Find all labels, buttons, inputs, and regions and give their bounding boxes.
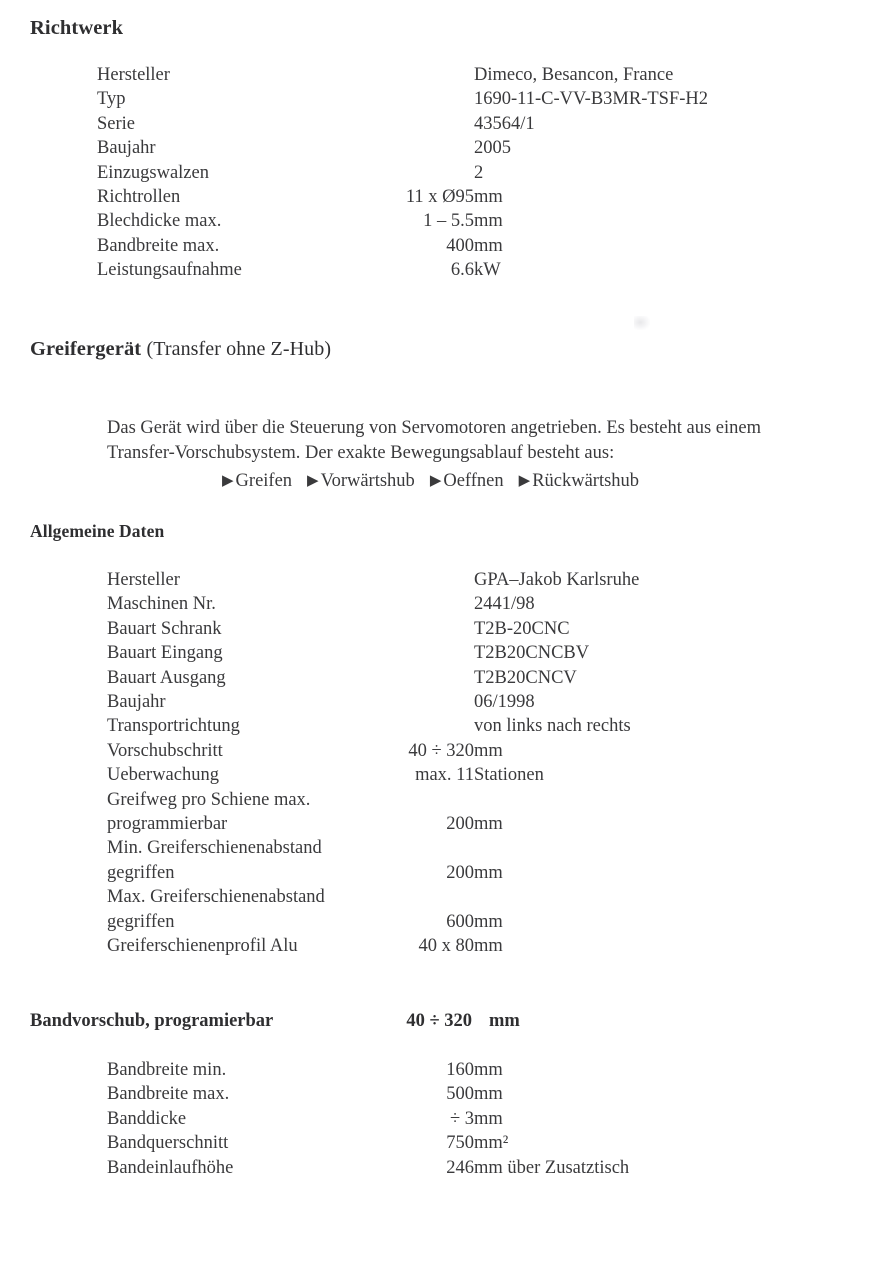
spec-row-value bbox=[384, 690, 474, 714]
spec-row-value bbox=[384, 161, 474, 185]
spec-row bbox=[107, 739, 639, 763]
spec-row bbox=[107, 885, 639, 909]
motion-sequence-step bbox=[519, 471, 639, 491]
spec-row-unit: 43564/1 bbox=[474, 113, 535, 134]
motion-sequence-step bbox=[222, 471, 292, 491]
play-triangle-icon: ▶ bbox=[222, 473, 234, 489]
spec-row-value bbox=[384, 666, 474, 690]
spec-row bbox=[97, 161, 708, 185]
spec-row bbox=[107, 788, 639, 812]
motion-sequence-step-label: Greifen bbox=[235, 471, 293, 491]
spec-row-value bbox=[384, 592, 474, 616]
spec-row-unit: T2B20CNCV bbox=[474, 667, 577, 688]
bandvorschub-heading-value: 40 ÷ 320 bbox=[406, 1011, 472, 1031]
scan-artifact bbox=[634, 316, 650, 330]
spec-row bbox=[107, 617, 639, 641]
spec-row-unit: mm² bbox=[474, 1133, 509, 1154]
spec-row-value bbox=[384, 136, 474, 160]
spec-row-label: Bauart Ausgang bbox=[107, 667, 226, 688]
spec-row-unit: mm bbox=[474, 187, 503, 208]
spec-row bbox=[107, 714, 639, 738]
spec-row bbox=[97, 234, 708, 258]
spec-row-label: Greifweg pro Schiene max. bbox=[107, 789, 311, 810]
spec-row bbox=[107, 1156, 629, 1180]
spec-row-unit: T2B20CNCBV bbox=[474, 643, 590, 664]
spec-table-richtwerk bbox=[97, 63, 708, 283]
spec-table-allgemeine-daten-body bbox=[107, 568, 639, 959]
spec-row-value bbox=[384, 714, 474, 738]
play-triangle-icon: ▶ bbox=[518, 473, 531, 489]
spec-row-value bbox=[384, 568, 474, 592]
spec-row-label: Bandeinlaufhöhe bbox=[107, 1157, 234, 1178]
spec-row bbox=[107, 1107, 629, 1131]
section-heading-richtwerk: Richtwerk bbox=[30, 17, 124, 39]
spec-row bbox=[107, 641, 639, 665]
spec-row-label: Einzugswalzen bbox=[97, 162, 209, 183]
spec-row-label: Bandbreite max. bbox=[97, 235, 220, 256]
motion-sequence-step bbox=[430, 471, 504, 491]
spec-row-value: ÷ 3 bbox=[449, 1108, 474, 1129]
spec-row bbox=[97, 87, 708, 111]
greifergeraet-description-line-1: Das Gerät wird über die Steuerung von Servomotoren angetrieben. Es besteht aus einem bbox=[107, 417, 761, 438]
spec-table-bandvorschub bbox=[107, 1058, 629, 1180]
spec-row-value: 200 bbox=[446, 814, 474, 835]
spec-row bbox=[107, 690, 639, 714]
spec-row-unit: 1690-11-C-VV-B3MR-TSF-H2 bbox=[474, 89, 709, 110]
spec-row-label: Bandquerschnitt bbox=[107, 1133, 229, 1154]
spec-row-label: Banddicke bbox=[107, 1108, 187, 1129]
spec-row-unit: T2B-20CNC bbox=[474, 618, 570, 639]
spec-row-unit: kW bbox=[474, 260, 501, 281]
spec-row bbox=[107, 836, 639, 860]
spec-row bbox=[97, 185, 708, 209]
spec-row-label: Blechdicke max. bbox=[97, 211, 222, 232]
spec-row-value: 11 x Ø95 bbox=[405, 187, 474, 208]
spec-row-label: Bauart Eingang bbox=[107, 643, 223, 664]
spec-row bbox=[107, 592, 639, 616]
spec-row bbox=[97, 258, 708, 282]
spec-row-value bbox=[384, 87, 474, 111]
spec-row bbox=[107, 763, 639, 787]
spec-row bbox=[97, 63, 708, 87]
spec-row-label: Vorschubschritt bbox=[107, 740, 223, 761]
spec-row-unit: 2441/98 bbox=[474, 594, 535, 615]
section-heading-greifergeraet-suffix: (Transfer ohne Z-Hub) bbox=[146, 338, 332, 360]
spec-row-label: Leistungsaufnahme bbox=[97, 260, 242, 281]
spec-row-label: Bandbreite min. bbox=[107, 1060, 227, 1080]
spec-row-value: 200 bbox=[446, 862, 474, 883]
spec-row-value bbox=[384, 112, 474, 136]
spec-row bbox=[97, 209, 708, 233]
spec-row-unit: mm über Zusatztisch bbox=[474, 1157, 630, 1178]
play-triangle-icon: ▶ bbox=[307, 473, 319, 489]
spec-table-allgemeine-daten bbox=[107, 568, 639, 959]
spec-row-label: programmierbar bbox=[107, 814, 228, 835]
spec-row-label: Baujahr bbox=[107, 692, 166, 713]
spec-row-unit: 06/1998 bbox=[474, 692, 535, 713]
spec-row bbox=[107, 1082, 629, 1106]
motion-sequence-step-label: Rückwärtshub bbox=[532, 471, 640, 491]
spec-row-unit bbox=[474, 788, 639, 812]
play-triangle-icon: ▶ bbox=[429, 473, 442, 489]
spec-row-unit: mm bbox=[474, 1060, 503, 1080]
spec-row-value: 750 bbox=[446, 1133, 474, 1154]
spec-row-value: 6.6 bbox=[450, 260, 474, 281]
spec-row-unit: mm bbox=[474, 814, 503, 835]
spec-row bbox=[107, 666, 639, 690]
spec-row-label: Transportrichtung bbox=[107, 716, 240, 737]
spec-row-unit: 2 bbox=[474, 162, 484, 183]
bandvorschub-heading-label: Bandvorschub, programierbar bbox=[30, 1011, 274, 1031]
spec-row-value: 40 x 80 bbox=[418, 936, 474, 957]
spec-row-value bbox=[384, 885, 474, 909]
spec-row-label: gegriffen bbox=[107, 862, 175, 883]
spec-row bbox=[107, 1058, 629, 1082]
spec-row-label: Min. Greiferschienenabstand bbox=[107, 838, 322, 859]
spec-row-unit: mm bbox=[474, 740, 503, 761]
greifergeraet-description-line-2: Transfer-Vorschubsystem. Der exakte Bewegungsablauf besteht aus: bbox=[107, 443, 615, 463]
spec-row bbox=[107, 934, 639, 958]
spec-row-value bbox=[384, 836, 474, 860]
spec-row-unit: 2005 bbox=[474, 138, 511, 159]
spec-row-value: 246 bbox=[446, 1157, 474, 1178]
spec-row-label: Maschinen Nr. bbox=[107, 594, 216, 615]
spec-row-value: 1 – 5.5 bbox=[423, 211, 474, 232]
spec-row-label: Hersteller bbox=[97, 65, 170, 85]
spec-row-value: max. 11 bbox=[415, 765, 474, 786]
section-heading-allgemeine-daten: Allgemeine Daten bbox=[30, 521, 165, 541]
spec-row-unit bbox=[474, 836, 639, 860]
motion-sequence-step-label: Oeffnen bbox=[443, 471, 504, 491]
motion-sequence-step-label: Vorwärtshub bbox=[320, 471, 415, 491]
spec-row-unit: mm bbox=[474, 1084, 503, 1105]
spec-row-label: Bauart Schrank bbox=[107, 618, 222, 639]
spec-row-unit: von links nach rechts bbox=[474, 716, 631, 737]
spec-row-unit: Dimeco, Besancon, France bbox=[474, 65, 674, 85]
spec-row-value bbox=[384, 63, 474, 87]
spec-row-unit: GPA–Jakob Karlsruhe bbox=[474, 570, 640, 590]
spec-row-value: 400 bbox=[446, 235, 474, 256]
spec-row-label: Typ bbox=[97, 89, 126, 110]
section-heading-greifergeraet-bold: Greifergerät bbox=[30, 338, 142, 360]
motion-sequence-step bbox=[307, 471, 415, 491]
spec-row-label: Max. Greiferschienenabstand bbox=[107, 887, 325, 908]
spec-table-bandvorschub-body bbox=[107, 1058, 629, 1180]
spec-row bbox=[107, 910, 639, 934]
spec-row-unit: mm bbox=[474, 1108, 503, 1129]
spec-row-unit bbox=[474, 885, 639, 909]
spec-row-label: Baujahr bbox=[97, 138, 156, 159]
spec-row-unit: Stationen bbox=[474, 765, 544, 786]
spec-row-label: gegriffen bbox=[107, 911, 175, 932]
spec-row-label: Greiferschienenprofil Alu bbox=[107, 936, 298, 957]
spec-row bbox=[107, 1131, 629, 1155]
spec-row-label: Serie bbox=[97, 113, 136, 134]
spec-row bbox=[107, 568, 639, 592]
spec-row-unit: mm bbox=[474, 911, 503, 932]
spec-row-unit: mm bbox=[474, 862, 503, 883]
spec-row bbox=[97, 136, 708, 160]
spec-row bbox=[107, 812, 639, 836]
spec-row bbox=[97, 112, 708, 136]
section-heading-greifergeraet bbox=[30, 336, 331, 362]
spec-row-value: 600 bbox=[446, 911, 474, 932]
spec-row-label: Bandbreite max. bbox=[107, 1084, 230, 1105]
spec-row-unit: mm bbox=[474, 936, 503, 957]
bandvorschub-heading-unit: mm bbox=[489, 1011, 520, 1031]
spec-row bbox=[107, 861, 639, 885]
spec-row-value bbox=[384, 617, 474, 641]
spec-row-value: 160 bbox=[446, 1060, 474, 1080]
spec-row-unit: mm bbox=[474, 211, 503, 232]
spec-row-label: Ueberwachung bbox=[107, 765, 219, 786]
spec-row-unit: mm bbox=[474, 235, 503, 256]
greifergeraet-description bbox=[107, 416, 869, 467]
spec-table-richtwerk-body bbox=[97, 63, 708, 283]
spec-row-label: Richtrollen bbox=[97, 187, 181, 208]
spec-row-value bbox=[384, 788, 474, 812]
bandvorschub-heading-row bbox=[30, 1011, 520, 1032]
motion-sequence-list bbox=[222, 469, 639, 495]
spec-row-value: 500 bbox=[446, 1084, 474, 1105]
spec-row-value bbox=[384, 641, 474, 665]
spec-row-value: 40 ÷ 320 bbox=[408, 740, 474, 761]
spec-row-label: Hersteller bbox=[107, 570, 180, 590]
